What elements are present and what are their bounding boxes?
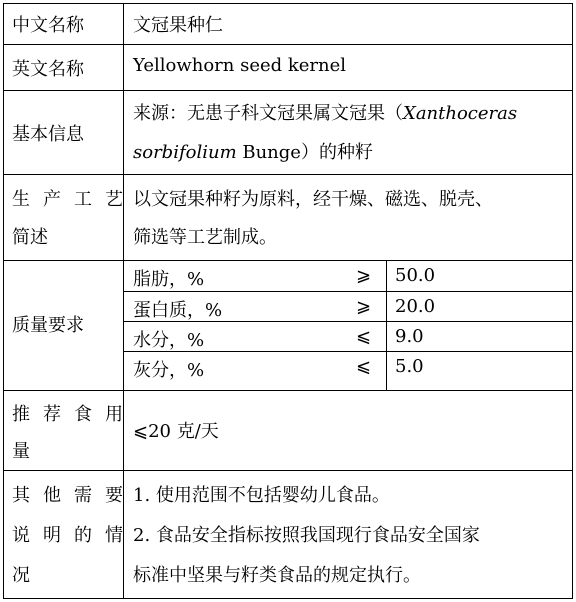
quality-value: 5.0 — [386, 352, 424, 391]
row-english-name — [4, 44, 572, 91]
label-cell — [4, 45, 124, 91]
label-chinese-name: 中文名称 — [12, 15, 84, 36]
quality-item-name: 脂肪，% — [133, 269, 205, 290]
label-process-line-2: 简述 — [12, 227, 48, 248]
quality-operator: ⩾ — [356, 265, 372, 286]
label-cell — [4, 175, 136, 261]
note-line-1: 1. 使用范围不包括婴幼儿食品。 — [133, 485, 390, 506]
specification-table — [3, 3, 573, 599]
label-process-line-1: 生产工艺 — [12, 189, 136, 210]
intake-value: ⩽20 克/天 — [133, 421, 219, 442]
quality-row-protein — [124, 291, 572, 322]
label-cell — [4, 391, 136, 471]
quality-item-name: 水分，% — [133, 330, 205, 351]
value-cell — [124, 91, 572, 175]
label-intake-line-1: 推荐食用 — [12, 404, 136, 425]
label-cell — [4, 471, 136, 599]
quality-row-fat — [124, 261, 572, 291]
value-cell — [124, 175, 572, 261]
note-line-2: 2. 食品安全指标按照我国现行食品安全国家 — [133, 525, 480, 546]
genus-name: Xanthoceras — [403, 103, 518, 124]
label-cell — [4, 91, 124, 175]
row-basic-info — [4, 90, 572, 175]
label-quality: 质量要求 — [12, 315, 84, 336]
label-notes-line-3: 况 — [12, 565, 30, 586]
value-chinese-name: 文冠果种仁 — [133, 15, 223, 36]
process-line-1: 以文冠果种籽为原料，经干燥、磁选、脱壳、 — [133, 189, 493, 210]
quality-value: 50.0 — [386, 261, 435, 291]
row-chinese-name — [4, 4, 572, 44]
quality-operator: ⩽ — [356, 326, 372, 347]
quality-value: 20.0 — [386, 292, 435, 322]
quality-value: 9.0 — [386, 322, 424, 352]
process-line-2: 筛选等工艺制成。 — [133, 227, 277, 248]
label-notes-line-1: 其他需要 — [12, 485, 136, 506]
quality-item-name: 蛋白质，% — [133, 300, 223, 321]
label-intake-line-2: 量 — [12, 441, 30, 462]
source-prefix: 来源：无患子科文冠果属文冠果（ — [133, 103, 403, 124]
row-quality-requirements — [4, 260, 572, 391]
basic-info-line-1 — [133, 99, 564, 125]
quality-row-ash — [124, 351, 572, 391]
quality-subtable — [124, 261, 572, 391]
quality-operator: ⩽ — [356, 356, 372, 377]
value-cell — [124, 4, 572, 44]
source-suffix: Bunge）的种籽 — [236, 142, 373, 163]
row-other-notes — [4, 470, 572, 599]
quality-item-name: 灰分，% — [133, 360, 205, 381]
value-cell — [124, 45, 572, 91]
row-recommended-intake — [4, 390, 572, 471]
quality-row-moisture — [124, 321, 572, 352]
basic-info-line-2 — [133, 138, 564, 164]
label-notes-line-2: 说明的情 — [12, 525, 136, 546]
label-cell — [4, 261, 124, 391]
label-basic-info: 基本信息 — [12, 124, 84, 145]
note-line-3: 标准中坚果与籽类食品的规定执行。 — [133, 565, 421, 586]
label-cell — [4, 4, 124, 44]
quality-operator: ⩾ — [356, 296, 372, 317]
label-english-name: 英文名称 — [12, 59, 84, 80]
value-cell — [124, 471, 572, 599]
row-production-process — [4, 174, 572, 261]
value-english-name: Yellowhorn seed kernel — [133, 55, 347, 76]
value-cell — [124, 391, 572, 471]
species-name: sorbifolium — [133, 142, 237, 163]
